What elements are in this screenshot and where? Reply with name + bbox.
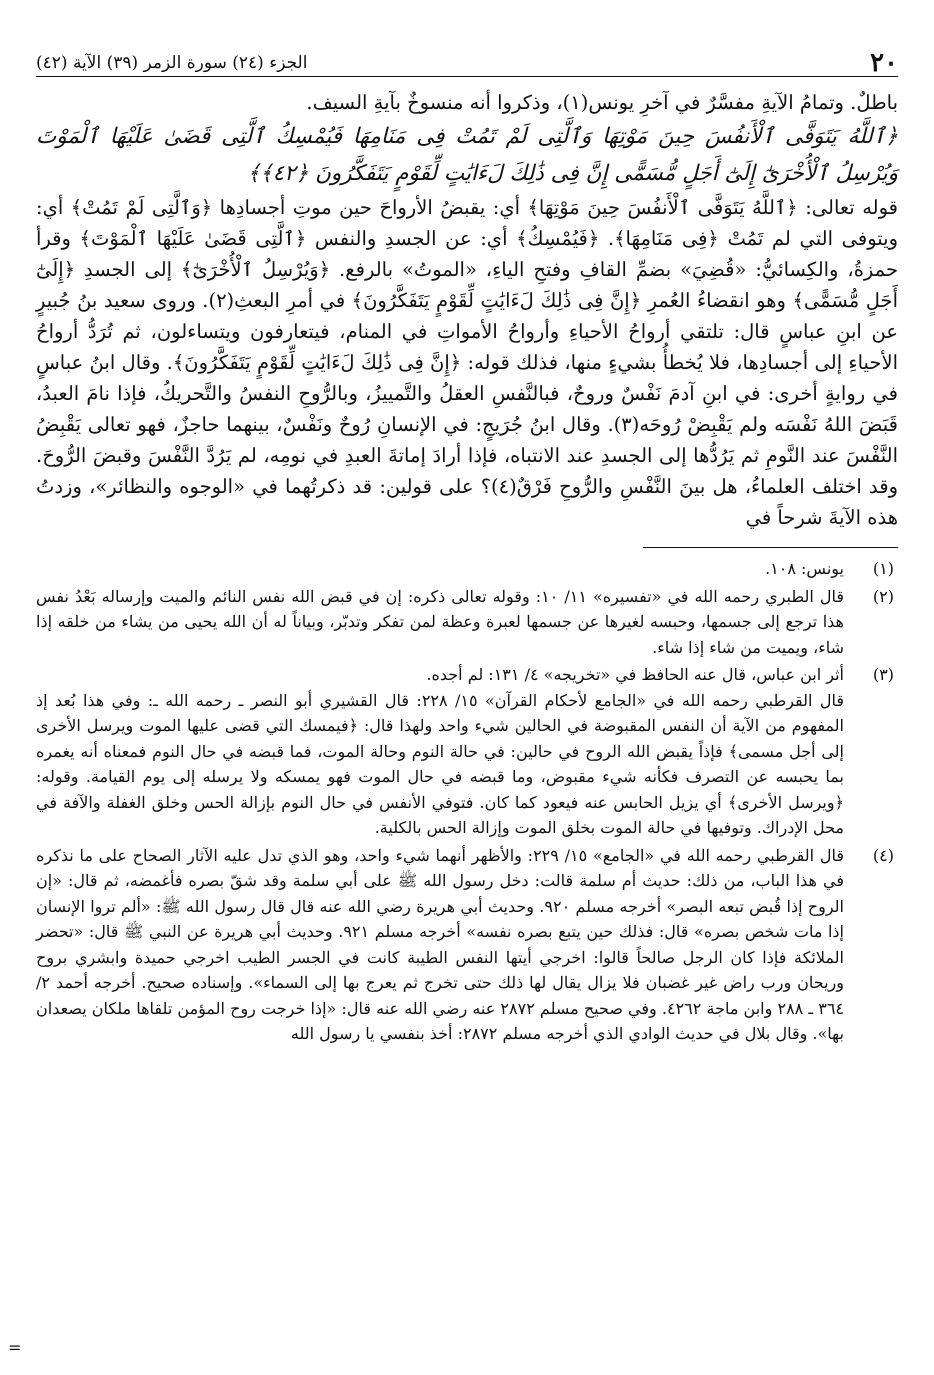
footnote-text: أثر ابن عباس، قال عنه الحافظ في «تخريجه» ٤/ ١٣١: لم أجده. (426, 665, 844, 684)
footnote-text: قال القرطبي رحمه الله في «الجامع» ١٥/ ٢٢٩: والأظهر أنهما شيء واحد، وهو الذي تدل عليه الآثار الصحاح على ما نذكره في هذا الباب، من ذلك: حديث أم سلمة قالت: دخل رسول الله ﷺ على أبي سلمة وقد شقّ بصره فأغمضه، ثم قال: «إن الروح إذا قُبض تبعه البصر» أخرجه مسلم ٩٢٠. وحديث أبي هريرة رضي الله عنه قال قال رسول الله ﷺ: «ألم تروا الإنسان إذا مات شخص بصره» قال: فذلك حين يتبع بصره نفسه» أخرجه مسلم ٩٢١. وحديث أبي هريرة عن النبي ﷺ قال: «تحضر الملائكة فإذا كان الرجل صالحاً قالوا: اخرجي أيتها النفس الطيبة كانت في الجسر الطيب اخرجي حميدة وابشري بروح وريحان ورب راض غير غضبان فلا يزال يقال لها ذلك حتى تخرج ثم يعرج بها إلى السماء». وإسناده صحيح. أخرجه أحمد ٢/ ٣٦٤ ـ ٢٨٨ وابن ماجة ٤٢٦٢. وفي صحيح مسلم ٢٨٧٢ عنه رضي الله عنه قال: «إذا خرجت روح المؤمن تلقاها ملكان يصعدان بها». وقال بلال في حديث الوادي الذي أخرجه مسلم ٢٨٧٢: أخذ بنفسي يا رسول الله (36, 845, 845, 1043)
continuation-mark: = (8, 1338, 22, 1357)
running-header (36, 36, 898, 77)
body-text (36, 87, 898, 533)
footnote-3 (36, 662, 898, 841)
quran-verse: ﴿ٱللَّهُ يَتَوَفَّى ٱلْأَنفُسَ حِينَ مَوْتِهَا وَٱلَّتِى لَمْ تَمُتْ فِى مَنَامِهَا فَيُمْسِكُ ٱلَّتِى قَضَىٰ عَلَيْهَا ٱلْمَوْتَ وَيُرْسِلُ ٱلْأُخْرَىٰٓ إِلَىٰٓ أَجَلٍ مُّسَمًّى إِنَّ فِى ذَٰلِكَ لَءَايَٰتٍ لِّقَوْمٍ يَتَفَكَّرُونَ ﴿٤٢﴾﴾ (36, 124, 898, 186)
footnote-4 (36, 843, 898, 1047)
footnote-text: قال الطبري رحمه الله في «تفسيره» ١١/ ١٠: وقوله تعالى ذكره: إن في قبض الله نفس النائم والميت وإرساله بَعْدُ نفس هذا ترجع إلى جسمها، وحبسه لغيرها عن جسمها لعبرة وعظة لمن تفكر وتدبّر، وبياناً له أن الله يحيى من يشاء من خلقه إذا شاء، ويميت من شاء إذا شاء. (36, 586, 844, 657)
footnote-divider (643, 547, 898, 548)
footnote-number: (٢) (872, 586, 894, 606)
page-number: ٢٠ (870, 48, 898, 78)
footnote-2 (36, 584, 898, 661)
footnote-1 (36, 556, 898, 582)
footnote-number: (٣) (872, 665, 894, 684)
footnote-text: قال القرطبي رحمه الله في «الجامع لأحكام القرآن» ١٥/ ٢٢٨: قال القشيري أبو النصر ـ رحمه الله ـ: وفي هذا بُعد إذ المفهوم من الآية أن النفس المقبوضة في الحالين شيء واحد ولهذا قال: ﴿فيمسك التي قضى عليها الموت ويرسل الأخرى إلى أجل مسمى﴾ فإذاً يقبض الله الروح في حالين: في حالة النوم وحالة الموت، فما قبضه في حال النوم فمعناه أنه يغمره بما يحبسه عن التصرف فكأنه شيء مقبوض، وما قبضه في حال الموت فهو يمسكه ولا يرسله إلى يوم القيامة. وقوله: ﴿ويرسل الأخرى﴾ أي يزيل الحابس عنه فيعود كما كان. فتوفي الأنفس في حال النوم بإزالة الحس وخلق الغفلة والآفة في محل الإدراك. وتوفيها في حالة الموت بخلق الموت وإزالة الحس بالكلية. (36, 690, 845, 837)
footnote-text: يونس: ١٠٨. (765, 559, 844, 578)
header-title: الجزء (٢٤) سورة الزمر (٣٩) الآية (٤٢) (36, 53, 308, 73)
intro-line: باطلٌ. وتمامُ الآيةِ مفسَّرٌ في آخرِ يونس(١)، وذكروا أنه منسوخٌ بآيةِ السيف. (306, 91, 898, 114)
footnote-number: (٤) (872, 845, 894, 865)
footnote-number: (١) (872, 559, 894, 578)
footnotes (36, 556, 898, 1047)
commentary-paragraph: قوله تعالى: ﴿ٱللَّهُ يَتَوَفَّى ٱلْأَنفُسَ حِينَ مَوْتِهَا﴾ أي: يقبضُ الأرواحَ حين موتِ أجسادِها ﴿وَٱلَّتِى لَمْ تَمُتْ﴾ أي: ويتوفى التي لم تَمُتْ ﴿فِى مَنَامِهَا﴾. ﴿فَيُمْسِكُ﴾ أي: عن الجسدِ والنفس ﴿ٱلَّتِى قَضَىٰ عَلَيْهَا ٱلْمَوْتَ﴾ وقرأ حمزةُ، والكِسائيُّ: «قُضِيَ» بضمِّ القافِ وفتحِ الياءِ، «الموتُ» بالرفع. ﴿وَيُرْسِلُ ٱلْأُخْرَىٰٓ﴾ إلى الجسدِ ﴿إِلَىٰٓ أَجَلٍ مُّسَمًّى﴾ وهو انقضاءُ العُمرِ ﴿إِنَّ فِى ذَٰلِكَ لَءَايَٰتٍ لِّقَوْمٍ يَتَفَكَّرُونَ﴾ في أمرِ البعثِ(٢). وروى سعيد بنُ جُبيرٍ عن ابنِ عباسٍ قال: تلتقي أرواحُ الأحياءِ وأرواحُ الأمواتِ في المنام، فيتعارفون ويتساءلون، ثم تُرَدُّ أرواحُ الأحياءِ إلى أجسادِها، فلا يُخطأُ بشيءٍ منها، فذلك قوله: ﴿إِنَّ فِى ذَٰلِكَ لَءَايَٰتٍ لِّقَوْمٍ يَتَفَكَّرُونَ﴾. وقال ابنُ عباسٍ في روايةٍ أخرى: في ابنِ آدمَ نَفْسٌ وروحٌ، فبالنَّفسِ العقلُ والتَّمييزُ، وبالرُّوحِ النفسُ والتَّحريكُ، فإذا نامَ العبدُ، قَبَضَ اللهُ نَفْسَه ولم يَقْبِضْ رُوحَه(٣). وقال ابنُ جُرَيجٍ: في الإنسانِ رُوحٌ ونَفْسٌ، بينهما حاجزٌ، فهو تعالى يَقْبِضُ النَّفْسَ عند النَّومِ ثم يَرُدُّها إلى الجسدِ عند الانتباه، فإذا أرادَ إماتةَ العبدِ في نومِه، لم يَرُدَّ النَّفْسَ وقبضَ الرُّوحَ. وقد اختلف العلماءُ، هل بينَ النَّفْسِ والرُّوحِ فَرْقٌ(٤)؟ على قولين: قد ذكرتُهما في «الوجوه والنظائر»، وزدتُ هذه الآيةَ شرحاً في (36, 196, 898, 529)
